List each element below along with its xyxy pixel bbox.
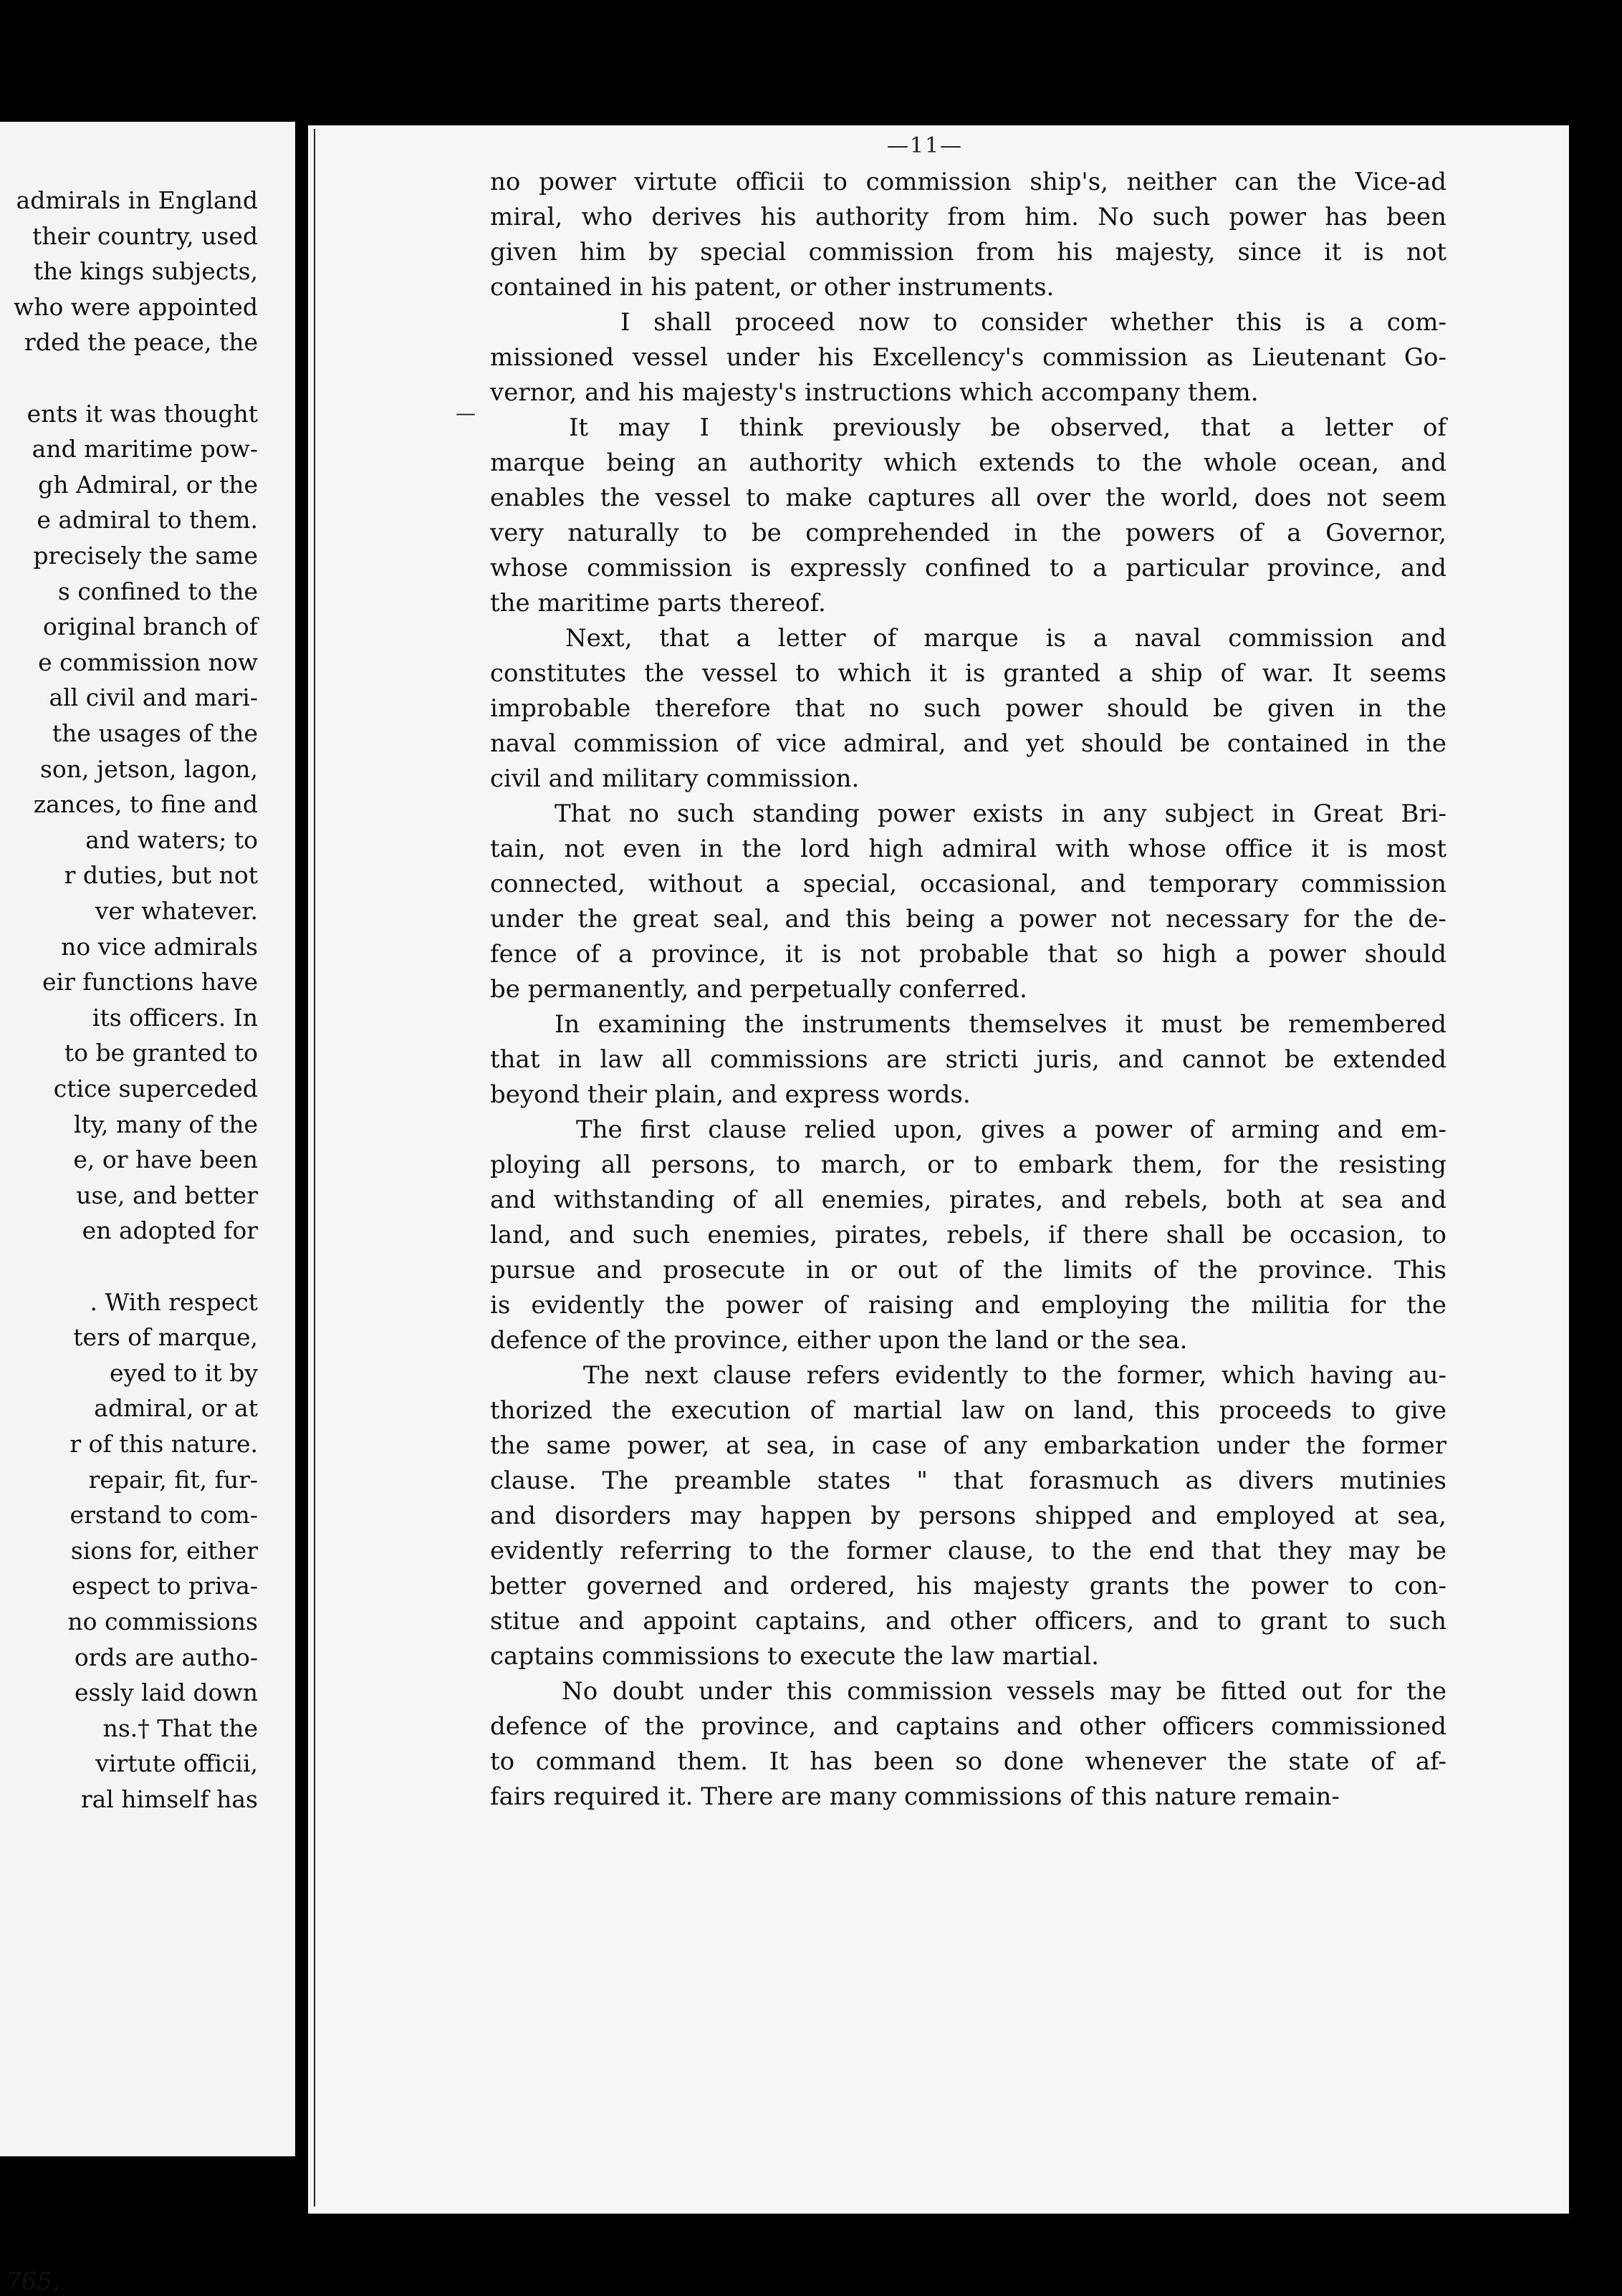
text-line: to command them. It has been so done whenever the state of af- <box>490 1747 1446 1776</box>
text-line: defence of the province, either upon the land or the sea. <box>490 1326 1188 1355</box>
left-text-line: e admiral to them. <box>37 506 258 534</box>
text-line: It may I think previously be observed, that a letter of <box>569 413 1446 442</box>
text-line: marque being an authority which extends to the whole ocean, and <box>490 448 1446 477</box>
left-text-line: sions for, either <box>70 1536 258 1565</box>
left-text-line: the usages of the <box>52 719 258 747</box>
text-line: that in law all commissions are stricti juris, and cannot be extended <box>490 1045 1446 1074</box>
left-text-line: no vice admirals <box>61 932 258 961</box>
left-text-line: ters of marque, <box>73 1323 258 1352</box>
left-text-line: admirals in England <box>16 186 258 214</box>
text-line: constitutes the vessel to which it is granted a ship of war. It seems <box>490 659 1446 688</box>
text-line: No doubt under this commission vessels may be fitted out for the <box>562 1677 1446 1706</box>
text-line: connected, without a special, occasional, and temporary commission <box>490 870 1446 898</box>
left-text-line: ver whatever. <box>95 897 258 925</box>
text-line: I shall proceed now to consider whether this is a com- <box>620 308 1446 337</box>
text-line: contained in his patent, or other instruments. <box>490 273 1055 302</box>
text-line: ploying all persons, to march, or to embark them, for the resisting <box>490 1151 1446 1179</box>
left-text-line: gh Admiral, or the <box>38 470 258 499</box>
left-text-line: virtute officii, <box>95 1749 258 1778</box>
left-text-line: zances, to fine and <box>33 790 258 819</box>
left-text-line: to be granted to <box>64 1039 258 1067</box>
left-text-line: and maritime pow- <box>32 435 258 463</box>
text-line: fence of a province, it is not probable that so high a power should <box>490 940 1446 969</box>
left-text-line: lty, many of the <box>73 1110 258 1138</box>
left-text-line: ral himself has <box>80 1785 258 1813</box>
left-text-line: repair, fit, fur- <box>88 1465 258 1494</box>
left-text-line: and waters; to <box>85 825 258 854</box>
left-text-line: e, or have been <box>73 1145 258 1174</box>
page-number-header: —11— <box>887 133 964 158</box>
text-line: civil and military commission. <box>490 764 860 793</box>
left-text-line: r duties, but not <box>64 861 258 890</box>
text-line: In examining the instruments themselves it must be remembered <box>555 1010 1446 1039</box>
margin-mark: — <box>456 401 476 425</box>
text-line: and withstanding of all enemies, pirates, and rebels, both at sea and <box>490 1186 1446 1214</box>
left-text-line: use, and better <box>76 1181 258 1209</box>
left-text-line: no commissions <box>67 1608 258 1635</box>
text-line: be permanently, and perpetually conferred. <box>490 975 1027 1004</box>
text-line: pursue and prosecute in or out of the limits of the province. This <box>490 1256 1446 1284</box>
text-line: very naturally to be comprehended in the powers of a Governor, <box>490 519 1446 547</box>
left-text-line: original branch of <box>43 613 258 641</box>
text-line: Next, that a letter of marque is a naval commission and <box>565 624 1446 653</box>
left-text-line: . With respect <box>90 1287 258 1316</box>
text-line: enables the vessel to make captures all over the world, does not seem <box>490 484 1446 512</box>
left-text-line: s confined to the <box>57 577 258 605</box>
page-gutter-rule <box>314 129 315 2206</box>
left-text-line: espect to priva- <box>72 1572 258 1600</box>
text-line: clause. The preamble states " that forasmuch as divers mutinies <box>490 1466 1446 1495</box>
left-page-fragment <box>0 122 295 2156</box>
text-line: tain, not even in the lord high admiral with whose office it is most <box>490 835 1446 863</box>
text-line: beyond their plain, and express words. <box>490 1080 971 1109</box>
left-text-line: essly laid down <box>75 1678 258 1707</box>
text-line: is evidently the power of raising and employing the militia for the <box>490 1291 1446 1320</box>
text-line: under the great seal, and this being a power not necessary for the de- <box>490 905 1446 933</box>
left-text-line: son, jetson, lagon, <box>39 754 258 783</box>
left-page-folio: 765. <box>6 2267 60 2296</box>
text-line: thorized the execution of martial law on land, this proceeds to give <box>490 1396 1446 1425</box>
text-line: defence of the province, and captains and other officers commissioned <box>490 1712 1446 1741</box>
left-text-line: their country, used <box>32 221 258 250</box>
left-text-line: ctice superceded <box>53 1075 258 1103</box>
main-text-block <box>490 165 1446 1815</box>
text-line: land, and such enemies, pirates, rebels, if there shall be occasion, to <box>490 1221 1446 1249</box>
text-line: missioned vessel under his Excellency's commission as Lieutenant Go- <box>490 343 1446 372</box>
left-text-line: erstand to com- <box>69 1501 258 1529</box>
text-line: miral, who derives his authority from him. No such power has been <box>490 203 1446 231</box>
text-line: captains commissions to execute the law martial. <box>490 1642 1099 1671</box>
left-text-line: en adopted for <box>82 1216 258 1245</box>
text-line: That no such standing power exists in any subject in Great Bri- <box>555 799 1446 828</box>
text-line: vernor, and his majesty's instructions which accompany them. <box>490 378 1259 407</box>
text-line: naval commission of vice admiral, and yet should be contained in the <box>490 729 1446 758</box>
text-line: evidently referring to the former clause, to the end that they may be <box>490 1537 1446 1565</box>
left-text-line: ns.† That the <box>102 1714 258 1742</box>
left-text-line: all civil and mari- <box>49 683 258 712</box>
left-text-line: ents it was thought <box>27 399 258 428</box>
left-text-line: rded the peace, the <box>24 328 258 357</box>
text-line: the same power, at sea, in case of any embarkation under the former <box>490 1431 1446 1460</box>
left-text-line: eyed to it by <box>109 1358 258 1387</box>
text-line: the maritime parts thereof. <box>490 589 826 618</box>
text-line: given him by special commission from his majesty, since it is not <box>490 238 1446 266</box>
text-line: and disorders may happen by persons shipped and employed at sea, <box>490 1502 1446 1530</box>
text-line: no power virtute officii to commission ship's, neither can the Vice-ad <box>490 168 1446 196</box>
left-text-line: admiral, or at <box>94 1394 258 1423</box>
text-line: The next clause refers evidently to the former, which having au- <box>583 1361 1446 1390</box>
left-text-line: r of this nature. <box>69 1430 258 1458</box>
left-text-line: ords are autho- <box>74 1643 258 1671</box>
text-line: fairs required it. There are many commissions of this nature remain- <box>490 1782 1340 1811</box>
text-line: The first clause relied upon, gives a power of arming and em- <box>576 1115 1446 1144</box>
text-line: better governed and ordered, his majesty grants the power to con- <box>490 1572 1446 1600</box>
text-line: stitue and appoint captains, and other officers, and to grant to such <box>490 1607 1446 1635</box>
left-text-line: e commission now <box>38 648 258 676</box>
left-text-line: eir functions have <box>42 968 258 996</box>
left-text-line: its officers. In <box>92 1003 258 1032</box>
text-line: improbable therefore that no such power should be given in the <box>490 694 1446 723</box>
text-line: whose commission is expressly confined to a particular province, and <box>490 554 1446 582</box>
left-text-line: the kings subjects, <box>33 257 258 286</box>
left-text-line: who were appointed <box>14 292 258 321</box>
left-text-line: precisely the same <box>33 542 258 570</box>
